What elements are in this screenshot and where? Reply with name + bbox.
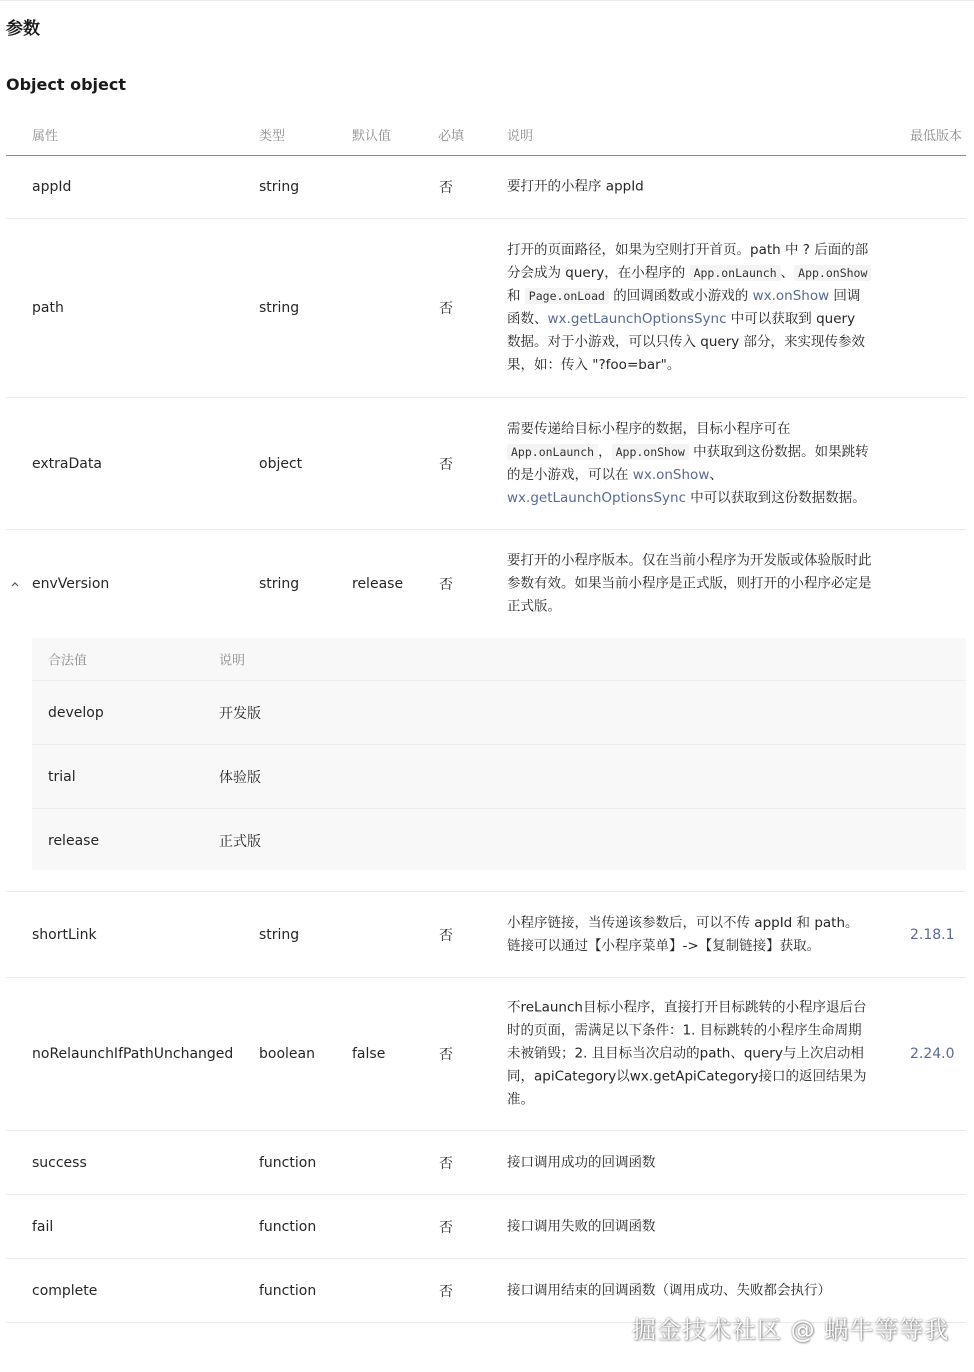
env-desc: 开发版 xyxy=(219,705,261,722)
table-row-envversion[interactable] xyxy=(6,530,966,638)
param-desc: 接口调用成功的回调函数 xyxy=(507,1154,656,1170)
desc-text: 回调函数、 xyxy=(507,288,861,327)
desc-text: 的回调函数或小游戏的 xyxy=(608,288,753,304)
param-desc: 接口调用失败的回调函数 xyxy=(507,1218,656,1234)
env-value: trial xyxy=(48,768,76,785)
param-required: 否 xyxy=(439,180,453,196)
param-default: release xyxy=(352,576,404,592)
param-type: boolean xyxy=(259,1046,315,1062)
param-name: appId xyxy=(32,179,72,195)
param-desc: 不reLaunch目标小程序，直接打开目标跳转的小程序退后台时的页面，需满足以下条件：1. 目标跳转的小程序生命周期未被销毁；2. 且目标当次启动的path、query与上次启动相同，apiCategory以wx.getApiCategory接口的返回结果为准。 xyxy=(507,999,867,1108)
param-name: noRelaunchIfPathUnchanged xyxy=(32,1046,234,1062)
chevron-up-icon[interactable] xyxy=(8,577,22,591)
section-title: 参数 xyxy=(6,19,40,39)
link-wx-getlaunchoptionssync[interactable]: wx.getLaunchOptionsSync xyxy=(547,311,727,327)
param-name: fail xyxy=(32,1218,54,1235)
env-desc: 正式版 xyxy=(219,833,261,850)
object-title: Object object xyxy=(6,75,127,94)
param-name: success xyxy=(32,1154,87,1171)
param-min-version[interactable]: 2.18.1 xyxy=(910,926,955,943)
param-desc: 接口调用结束的回调函数（调用成功、失败都会执行） xyxy=(507,1282,831,1298)
desc-text: 、 xyxy=(709,466,723,483)
col-header-desc: 说明 xyxy=(507,129,534,144)
watermark: 掘金技术社区 @ 蜗牛等等我 xyxy=(632,1316,950,1344)
param-desc: 小程序链接，当传递该参数后，可以不传 appId 和 path。链接可以通过【小程序菜单】->【复制链接】获取。 xyxy=(507,914,859,954)
sub-table-row xyxy=(32,809,966,872)
col-header-type: 类型 xyxy=(259,129,286,144)
param-type: function xyxy=(259,1154,317,1171)
param-default: false xyxy=(352,1046,386,1062)
sub-table-header xyxy=(32,638,966,681)
param-desc: 要打开的小程序 appId xyxy=(507,178,644,195)
param-type: string xyxy=(259,179,300,195)
param-required: 否 xyxy=(439,927,453,944)
code-app-onshow: App.onShow xyxy=(612,444,689,460)
col-header-required: 必填 xyxy=(438,129,465,144)
param-desc xyxy=(507,239,872,377)
table-row-appid xyxy=(6,156,966,219)
col-header-min-version: 最低版本 xyxy=(910,129,963,144)
code-app-onshow: App.onShow xyxy=(794,265,871,281)
param-desc xyxy=(507,418,872,510)
envversion-values-table xyxy=(32,638,966,870)
param-required: 否 xyxy=(439,577,453,593)
code-app-onlaunch: App.onLaunch xyxy=(507,444,598,460)
sub-col-header-desc: 说明 xyxy=(219,653,246,669)
desc-text: 中获取到这份数据。如果跳转的是小游戏，可以在 xyxy=(507,443,869,483)
code-app-onlaunch: App.onLaunch xyxy=(690,265,781,281)
sub-col-header-value: 合法值 xyxy=(48,653,88,669)
param-required: 否 xyxy=(439,1283,453,1300)
param-desc: 要打开的小程序版本。仅在当前小程序为开发版或体验版时此参数有效。如果当前小程序是正式版，则打开的小程序必定是正式版。 xyxy=(507,552,872,615)
param-type: object xyxy=(259,455,303,472)
param-type: string xyxy=(259,926,300,943)
sub-table-row xyxy=(32,745,966,809)
link-wx-onshow[interactable]: wx.onShow xyxy=(752,288,830,304)
desc-text: 需要传递给目标小程序的数据，目标小程序可在 xyxy=(507,420,791,437)
top-divider xyxy=(0,0,974,1)
param-type: function xyxy=(259,1282,317,1299)
table-header xyxy=(6,110,966,156)
param-name: envVersion xyxy=(32,576,110,592)
param-type: string xyxy=(259,300,300,316)
desc-text: 和 xyxy=(507,288,525,304)
param-required: 否 xyxy=(439,1047,453,1063)
param-name: shortLink xyxy=(32,926,97,943)
param-name: complete xyxy=(32,1282,98,1299)
desc-text: ， xyxy=(598,443,612,460)
param-type: function xyxy=(259,1218,317,1235)
col-header-default: 默认值 xyxy=(352,129,392,144)
table-row-path xyxy=(6,219,966,398)
sub-table-row xyxy=(32,681,966,745)
param-required: 否 xyxy=(439,301,453,317)
param-required: 否 xyxy=(439,456,453,473)
param-name: path xyxy=(32,300,64,316)
table-row-norelaunch xyxy=(6,978,966,1131)
envversion-values-wrap xyxy=(6,638,966,892)
col-header-name: 属性 xyxy=(32,129,59,144)
code-page-onload: Page.onLoad xyxy=(525,288,609,304)
param-name: extraData xyxy=(32,455,102,472)
param-type: string xyxy=(259,576,300,592)
link-wx-onshow[interactable]: wx.onShow xyxy=(632,466,710,483)
table-row-shortlink xyxy=(6,892,966,978)
env-value: release xyxy=(48,832,100,849)
param-min-version[interactable]: 2.24.0 xyxy=(910,1046,955,1062)
link-wx-getlaunchoptionssync[interactable]: wx.getLaunchOptionsSync xyxy=(507,489,687,506)
table-row-fail xyxy=(6,1195,966,1259)
desc-text: 中可以获取到 query 数据。对于小游戏，可以只传入 query 部分，来实现传参效果，如：传入 "?foo=bar"。 xyxy=(507,311,866,373)
desc-text: 中可以获取到这份数据数据。 xyxy=(686,489,866,506)
desc-text: 、 xyxy=(780,265,795,281)
table-row-extradata xyxy=(6,398,966,530)
param-required: 否 xyxy=(439,1219,453,1236)
desc-text: 打开的页面路径，如果为空则打开首页。path 中 ? 后面的部分会成为 query，在小程序的 xyxy=(507,242,869,281)
table-row-success xyxy=(6,1131,966,1195)
params-table xyxy=(6,110,966,1323)
param-required: 否 xyxy=(439,1155,453,1172)
env-value: develop xyxy=(48,704,104,721)
env-desc: 体验版 xyxy=(219,769,261,786)
